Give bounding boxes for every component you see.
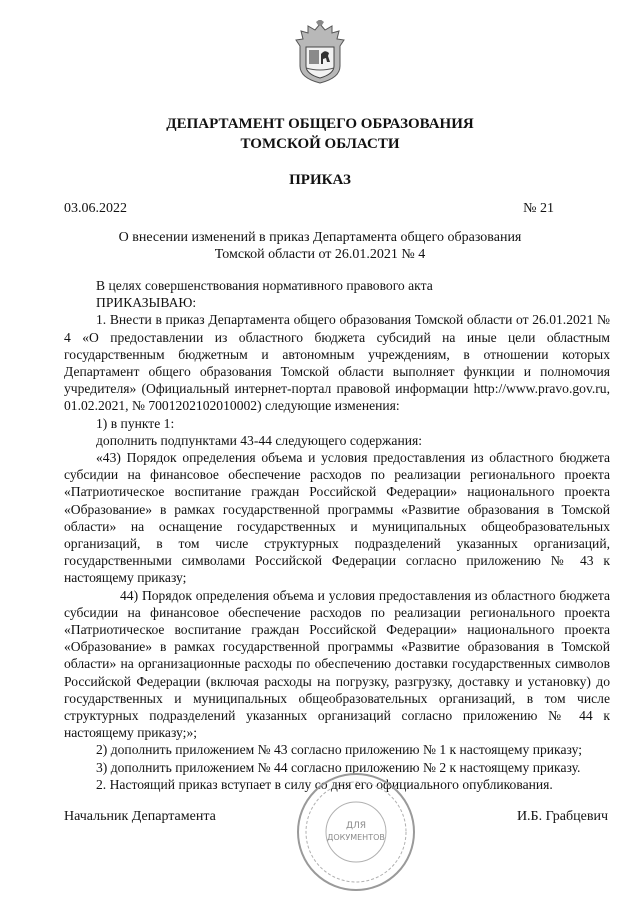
document-date: 03.06.2022 bbox=[64, 201, 127, 216]
department-line-2: ТОМСКОЙ ОБЛАСТИ bbox=[240, 136, 400, 152]
item-2-paragraph: 2. Настоящий приказ вступает в силу со дня его официального опубликования. bbox=[96, 776, 553, 792]
document-type: ПРИКАЗ bbox=[289, 172, 351, 188]
subitem-3-paragraph: 3) дополнить приложением № 44 согласно приложению № 2 к настоящему приказу. bbox=[96, 759, 581, 775]
subitem-1-text: дополнить подпунктами 43-44 следующего содержания: bbox=[96, 432, 423, 448]
signatory-position: Начальник Департамента bbox=[64, 809, 216, 824]
intro-paragraph: В целях совершенствования нормативного правового акта bbox=[96, 278, 433, 293]
signatory-name: И.Б. Грабцевич bbox=[516, 809, 608, 824]
stamp-text-line-2: ДОКУМЕНТОВ bbox=[327, 833, 385, 842]
document-stamp bbox=[294, 770, 418, 894]
document-number: № 21 bbox=[523, 201, 554, 216]
order-word: ПРИКАЗЫВАЮ: bbox=[96, 295, 197, 311]
clause-44-paragraph: 44) Порядок определения объема и условия предоставления из областного бюджета субсидии на финансовое обеспечение расходов по реализации регионального проекта «Патриотическое воспитание граждан Российской Федерации» национального проекта «Образование» в рамках государственной программы «Развитие образования в Томской области» на организационные расходы по обеспечению доставки государственных символов Российской Федерации (включая расходы на погрузку, разгрузку, доставку и установку) до государственных и муниципальных общеобразовательных организаций, в том числе структурных подразделений указанных организаций согласно приложению № 44 к настоящему приказу;»; bbox=[64, 587, 610, 741]
stamp-text-line-1: ДЛЯ bbox=[345, 821, 367, 831]
department-name bbox=[0, 114, 640, 154]
department-line-1: ДЕПАРТАМЕНТ ОБЩЕГО ОБРАЗОВАНИЯ bbox=[166, 116, 474, 132]
coat-of-arms-emblem bbox=[292, 20, 348, 86]
document-subject bbox=[0, 229, 640, 263]
document-body bbox=[64, 277, 610, 793]
item-1-paragraph: 1. Внести в приказ Департамента общего образования Томской области от 26.01.2021 № 4 «О предоставлении из областного бюджета субсидий на иные цели областным государственным бюджетным и автономным учреждениям, в отношении которых Департамент общего образования Томской области выполняет функции и полномочия учредителя» (Официальный интернет-портал правовой информации http://www.pravo.gov.ru, 01.02.2021, № 7001202102010002) следующие изменения: bbox=[64, 312, 610, 414]
subject-line-1: О внесении изменений в приказ Департамента общего образования bbox=[118, 230, 522, 245]
subject-line-2: Томской области от 26.01.2021 № 4 bbox=[214, 247, 426, 262]
subitem-2-paragraph: 2) дополнить приложением № 43 согласно приложению № 1 к настоящему приказу; bbox=[96, 742, 582, 758]
subitem-1-paragraph: 1) в пункте 1: bbox=[96, 415, 175, 431]
clause-43-paragraph: «43) Порядок определения объема и условия предоставления из областного бюджета субсидии на финансовое обеспечение расходов по реализации регионального проекта «Патриотическое воспитание граждан Российской Федерации» национального проекта «Образование» в рамках государственной программы «Развитие образования в Томской области» на оснащение государственных и муниципальных общеобразовательных организаций, в том числе структурных подразделений указанных организаций, государственными символами Российской Федерации согласно приложению № 43 к настоящему приказу; bbox=[64, 450, 610, 586]
